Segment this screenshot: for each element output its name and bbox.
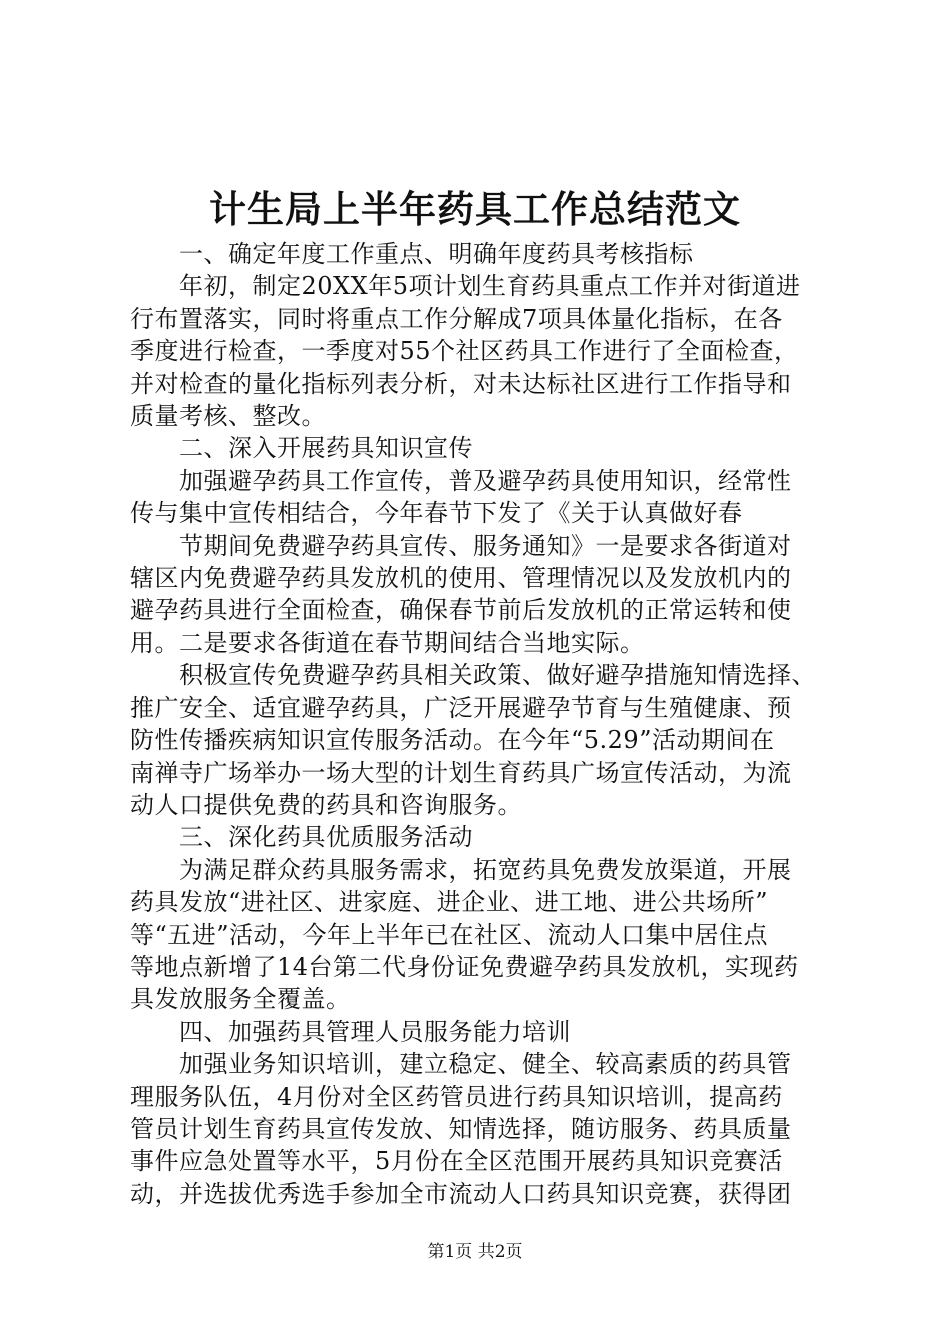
text-line: 辖区内免费避孕药具发放机的使用、管理情况以及发放机内的 [130,564,792,593]
text-line: 防性传播疾病知识宣传服务活动。在今年“5.29”活动期间在 [130,726,775,755]
text-line: 积极宣传免费避孕药具相关政策、做好避孕措施知情选择、 [130,661,816,690]
text-line: 行布置落实，同时将重点工作分解成7项具体量化指标，在各 [130,304,783,333]
text-line: 等地点新增了14台第二代身份证免费避孕药具发放机，实现药 [130,952,799,981]
document-title: 计生局上半年药具工作总结范文 [209,187,741,231]
text-line: 二、深入开展药具知识宣传 [130,434,473,463]
page-footer: 第1页 共2页 [427,1242,523,1262]
text-line: 一、确定年度工作重点、明确年度药具考核指标 [130,240,694,268]
text-line: 推广安全、适宜避孕药具，广泛开展避孕节育与生殖健康、预 [130,693,792,722]
text-line: 年初，制定20XX年5项计划生育药具重点工作并对街道进 [130,272,801,301]
text-line: 加强业务知识培训，建立稳定、健全、较高素质的药具管 [130,1050,792,1079]
text-line: 避孕药具进行全面检查，确保春节前后发放机的正常运转和使 [130,596,792,625]
text-line: 事件应急处置等水平，5月份在全区范围开展药具知识竞赛活 [130,1147,783,1176]
text-line: 药具发放“进社区、进家庭、进企业、进工地、进公共场所” [130,888,769,917]
text-line: 动，并选拔优秀选手参加全市流动人口药具知识竞赛，获得团 [130,1179,792,1208]
document-body [130,238,832,1210]
text-line: 质量考核、整改。 [130,402,326,431]
text-line: 三、深化药具优质服务活动 [130,823,473,852]
text-line: 为满足群众药具服务需求，拓宽药具免费发放渠道，开展 [130,855,792,884]
text-line: 节期间免费避孕药具宣传、服务通知》一是要求各街道对 [130,531,792,560]
text-line: 用。二是要求各街道在春节期间结合当地实际。 [130,628,645,657]
text-line: 并对检查的量化指标列表分析，对未达标社区进行工作指导和 [130,369,792,398]
text-line: 季度进行检查，一季度对55个社区药具工作进行了全面检查， [130,337,799,366]
text-line: 四、加强药具管理人员服务能力培训 [130,1017,571,1046]
text-line: 加强避孕药具工作宣传，普及避孕药具使用知识，经常性 [130,466,792,495]
text-line: 具发放服务全覆盖。 [130,985,351,1014]
text-line: 动人口提供免费的药具和咨询服务。 [130,790,522,819]
text-line: 管员计划生育药具宣传发放、知情选择，随访服务、药具质量 [130,1114,792,1143]
text-line: 等“五进”活动，今年上半年已在社区、流动人口集中居住点 [130,920,769,949]
text-line: 理服务队伍，4月份对全区药管员进行药具知识培训，提高药 [130,1082,783,1111]
text-line: 南禅寺广场举办一场大型的计划生育药具广场宣传活动，为流 [130,758,792,787]
text-line: 传与集中宣传相结合，今年春节下发了《关于认真做好春 [130,499,743,528]
